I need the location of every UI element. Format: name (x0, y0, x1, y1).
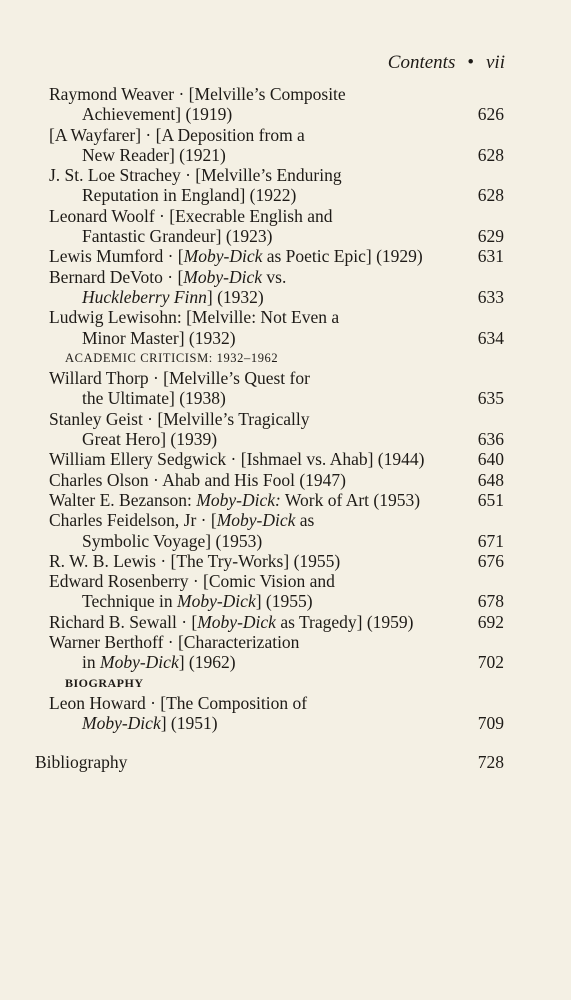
toc-entry-line-1: William Ellery Sedgwick · [Ishmael vs. Ahab] (1944) (49, 449, 425, 470)
toc-entry-line-1: Lewis Mumford · [Moby-Dick as Poetic Epic] (1929) (49, 246, 423, 267)
bibliography-page: 728 (477, 752, 504, 772)
toc-entry-page: 671 (477, 530, 504, 551)
toc-entry-line-1: Raymond Weaver · [Melville’s Composite (49, 84, 346, 104)
toc-entry-line-1: Leon Howard · [The Composition of (49, 692, 308, 713)
toc-entry-line-2: Achievement] (1919) (82, 104, 233, 125)
toc-entry-page: 635 (477, 388, 504, 409)
toc-entry (49, 409, 506, 450)
bibliography-label: Bibliography (35, 752, 128, 772)
toc-entry-line-1: J. St. Loe Strachey · [Melville’s Enduring (49, 165, 342, 186)
toc-entry (49, 206, 506, 247)
toc-entry-line-2: in Moby-Dick] (1962) (82, 652, 236, 673)
toc-entry-line-2: Technique in Moby-Dick] (1955) (82, 591, 313, 612)
toc-entry-page: 648 (477, 469, 504, 490)
toc-entry-page: 626 (477, 104, 504, 125)
toc-entry (49, 551, 506, 571)
toc-entry-page: 633 (477, 286, 504, 307)
toc-entry (49, 246, 506, 266)
toc-entry (49, 84, 506, 125)
toc-entry-line-1: Charles Feidelson, Jr · [Moby-Dick as (49, 510, 315, 531)
toc-entry-page: 628 (477, 144, 504, 165)
toc-entry-line-1: Warner Berthoff · [Characterization (49, 632, 300, 653)
toc-entry-page: 631 (477, 246, 504, 267)
toc-entry (49, 612, 506, 632)
running-head-title: Contents (387, 52, 456, 73)
toc-entry-page: 651 (477, 489, 504, 510)
toc-entry-line-1: Ludwig Lewisohn: [Melville: Not Even a (49, 307, 340, 328)
toc-entry-page: 709 (477, 713, 504, 734)
toc-entry-page: 634 (477, 327, 504, 348)
section-heading-academic-criticism: ACADEMIC CRITICISM: 1932–1962 (65, 350, 279, 365)
toc-entry (49, 510, 506, 551)
toc-entry-page: 628 (477, 185, 504, 206)
toc-entry (49, 307, 506, 348)
section-heading-biography: BIOGRAPHY (65, 675, 144, 690)
toc-entry (49, 632, 506, 673)
toc-entry-line-1: Richard B. Sewall · [Moby-Dick as Tragedy] (1959) (49, 611, 414, 632)
toc-entry-page: 678 (477, 591, 504, 612)
toc-entry-line-1: R. W. B. Lewis · [The Try-Works] (1955) (49, 550, 341, 571)
toc-entry-line-2: Reputation in England] (1922) (82, 185, 297, 206)
toc-entry (49, 693, 506, 734)
running-head (388, 52, 505, 74)
toc-entry-page: 629 (477, 226, 504, 247)
toc-entry-line-1: Bernard DeVoto · [Moby-Dick vs. (49, 266, 287, 287)
toc-entry-page: 692 (477, 611, 504, 632)
toc-entry (49, 470, 506, 490)
toc-entry (49, 490, 506, 510)
toc-entry-line-2: Fantastic Grandeur] (1923) (82, 226, 273, 247)
toc-entry-bibliography (35, 752, 506, 772)
running-head-separator: • (467, 52, 474, 73)
toc-entry (49, 267, 506, 308)
toc-entry-line-2: Huckleberry Finn] (1932) (82, 286, 264, 307)
toc-entry (49, 125, 506, 166)
toc-entry-line-1: Leonard Woolf · [Execrable English and (49, 205, 333, 226)
toc-list (49, 84, 506, 734)
toc-entry (49, 571, 506, 612)
toc-entry (49, 165, 506, 206)
running-head-page: vii (486, 52, 505, 73)
toc-entry-page: 636 (477, 429, 504, 450)
toc-entry (49, 368, 506, 409)
toc-entry-line-1: Walter E. Bezanson: Moby-Dick: Work of Art (1953) (49, 489, 421, 510)
toc-entry-line-1: [A Wayfarer] · [A Deposition from a (49, 124, 305, 145)
toc-entry-line-2: Symbolic Voyage] (1953) (82, 530, 263, 551)
toc-entry-page: 702 (477, 652, 504, 673)
toc-entry-line-2: New Reader] (1921) (82, 144, 226, 165)
toc-entry-line-1: Charles Olson · Ahab and His Fool (1947) (49, 469, 346, 490)
toc-entry-page: 640 (477, 449, 504, 470)
toc-entry-line-1: Willard Thorp · [Melville’s Quest for (49, 368, 310, 389)
toc-entry-line-2: Moby-Dick] (1951) (82, 713, 218, 734)
toc-entry-line-2: the Ultimate] (1938) (82, 388, 226, 409)
toc-entry-line-2: Great Hero] (1939) (82, 429, 218, 450)
toc-entry-line-1: Edward Rosenberry · [Comic Vision and (49, 571, 335, 592)
toc-entry (49, 449, 506, 469)
toc-entry-line-1: Stanley Geist · [Melville’s Tragically (49, 408, 310, 429)
toc-entry-page: 676 (477, 550, 504, 571)
toc-entry-line-2: Minor Master] (1932) (82, 327, 236, 348)
